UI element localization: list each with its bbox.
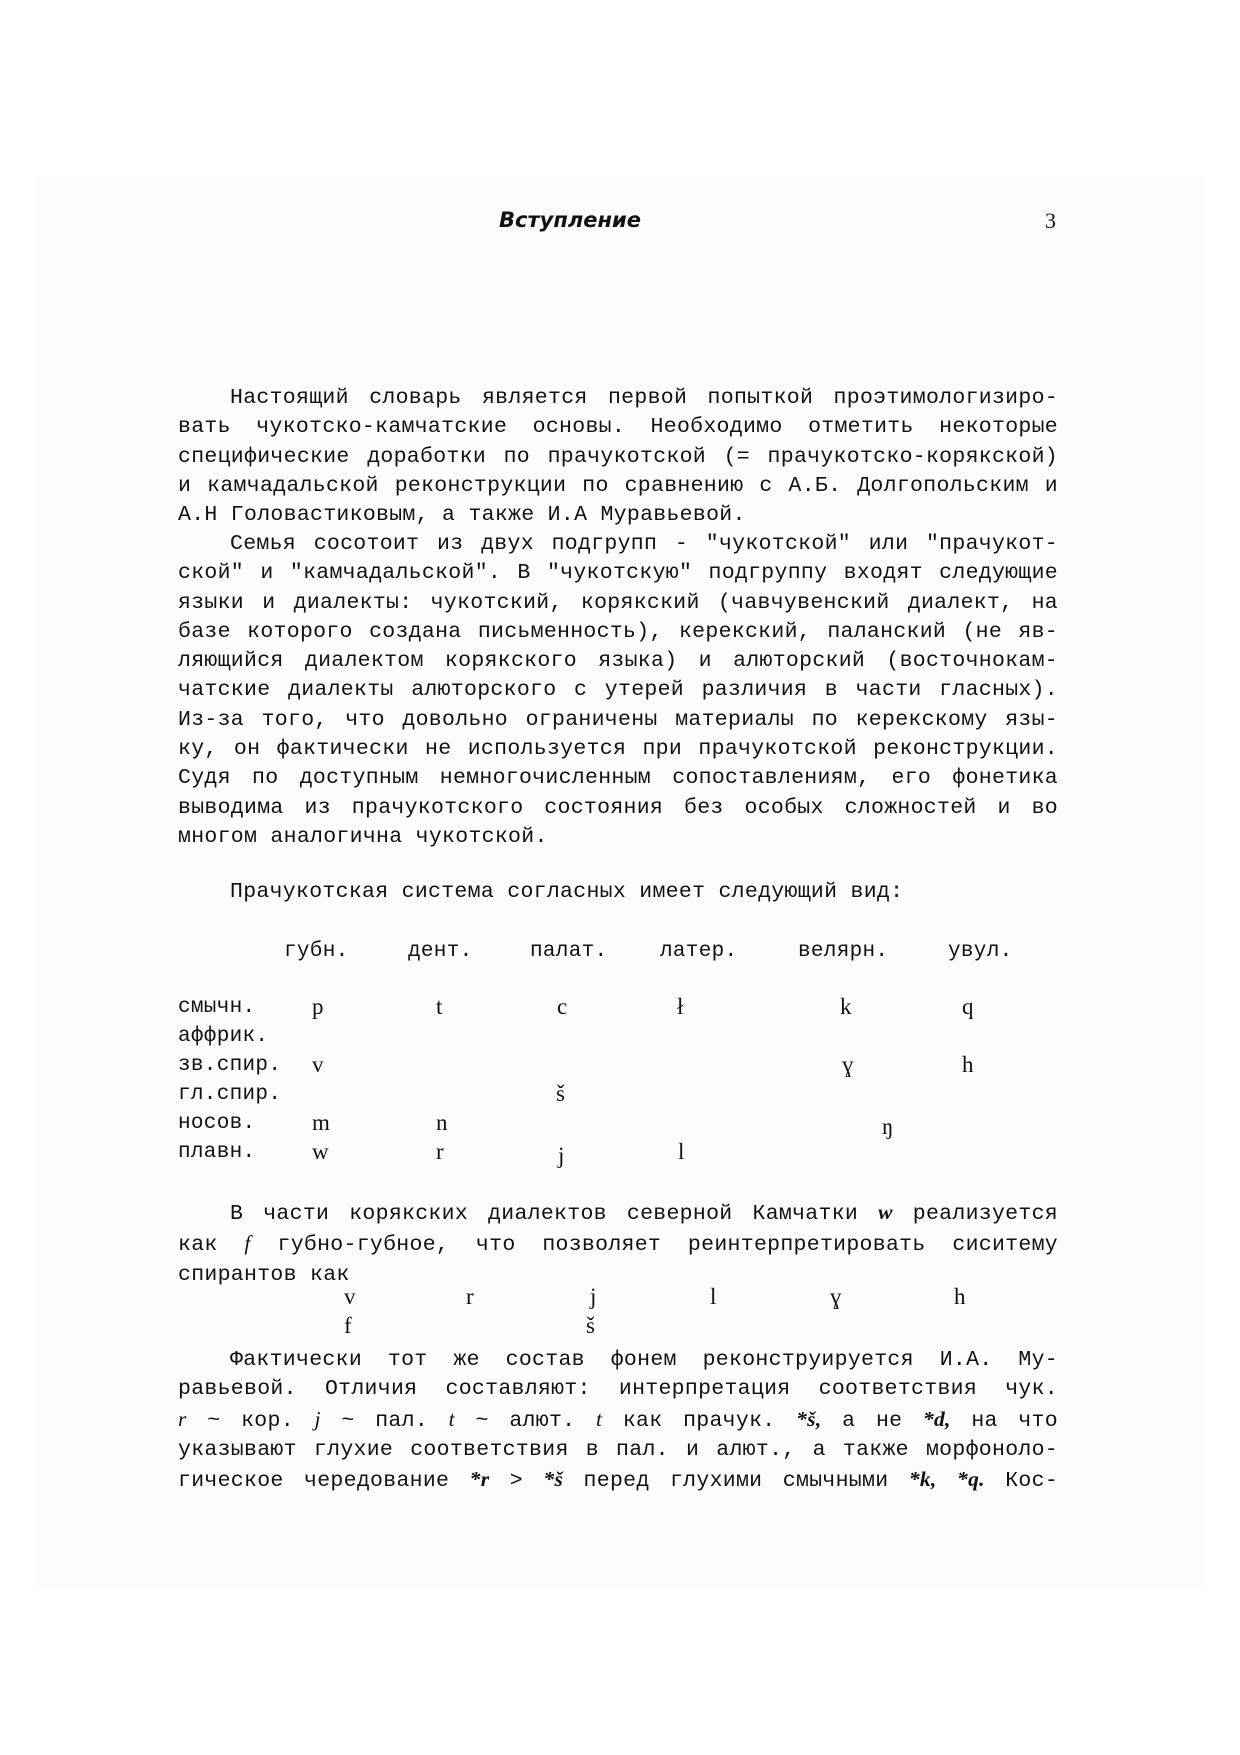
phoneme-cell: ŋ (882, 1114, 894, 1139)
text-line: языки и диалекты: чукотский, корякский (чавчувенский диалект, на (178, 590, 1058, 615)
text-run: на что (950, 1408, 1058, 1433)
phoneme-cell: ɣ (830, 1284, 842, 1309)
phoneme-symbol: *š, (796, 1406, 822, 1431)
text-run: В части корякских диалектов северной Камчатки (230, 1202, 879, 1226)
phoneme-cell: t (436, 994, 443, 1019)
phoneme-symbol: *r (469, 1467, 490, 1492)
text-line: вать чукотско-камчатские основы. Необходимо отметить некоторые (178, 415, 1058, 440)
text-run (937, 1469, 957, 1493)
text-run: ~ алют. (454, 1408, 596, 1433)
phoneme-cell: c (557, 994, 568, 1019)
text-line: Судя по доступным немногочисленным сопоставлениям, его фонетика (178, 766, 1058, 791)
column-header: палат. (530, 940, 608, 963)
column-header: латер. (660, 940, 738, 963)
phoneme-symbol: f (244, 1231, 251, 1256)
text-line: базе которого создана письменность), керекский, паланский (не яв- (178, 619, 1058, 644)
phoneme-cell: v (312, 1052, 324, 1077)
text-line (178, 1198, 1058, 1229)
text-line (178, 1229, 1058, 1260)
text-run: а не (821, 1408, 923, 1433)
text-line: равьевой. Отличия составляют: интерпретация соответствия чук. (178, 1377, 1058, 1402)
text-line: ку, он фактически не используется при прачукотской реконструкции. (178, 737, 1058, 762)
column-header: дент. (408, 940, 473, 963)
phoneme-symbol: *k, (908, 1467, 937, 1492)
phoneme-symbol: w (878, 1200, 893, 1224)
phoneme-cell: ɣ (842, 1052, 854, 1077)
row-label: гл.спир. (178, 1083, 282, 1106)
text-line: чатские диалекты алюторского с утерей различия в части гласных). (178, 678, 1058, 703)
text-line: специфические доработки по прачукотской (= прачукотско-корякской) (178, 444, 1058, 469)
phoneme-cell: j (558, 1143, 565, 1168)
text-line: выводима из прачукотского состояния без особых сложностей и во (178, 795, 1058, 820)
text-run: перед глухими смычными (563, 1469, 909, 1494)
row-label: аффрик. (178, 1025, 269, 1048)
running-header-title: Вступление (499, 208, 641, 232)
phoneme-symbol: t (595, 1406, 603, 1431)
phoneme-cell: m (312, 1110, 330, 1135)
row-label: зв.спир. (178, 1054, 282, 1077)
phoneme-cell: r (466, 1284, 474, 1309)
text-run: реализуется (892, 1202, 1058, 1226)
phoneme-symbol: r (178, 1406, 187, 1431)
phoneme-cell: š (556, 1081, 565, 1106)
text-line (178, 1465, 1058, 1496)
row-label: плавн. (178, 1141, 256, 1164)
text-run: гическое чередование (178, 1469, 470, 1494)
phoneme-cell: l (710, 1284, 717, 1309)
phoneme-symbol: *q. (957, 1467, 985, 1492)
phoneme-cell: h (954, 1284, 966, 1309)
consonant-table-intro: Прачукотская система согласных имеет следующий вид: (230, 880, 904, 904)
text-line: Из-за того, что довольно ограничены материалы по керекскому язы- (178, 707, 1058, 732)
paragraph-family (178, 530, 1058, 852)
phoneme-cell: f (344, 1313, 352, 1338)
paragraph-muravyeva (178, 1346, 1058, 1496)
text-line: Семья сосотоит из двух подгрупп - "чукотской" или "прачукот- (230, 532, 1058, 556)
text-line: ской" и "камчадальской". В "чукотскую" подгруппу входят следующие (178, 561, 1058, 586)
column-header: увул. (948, 940, 1013, 963)
page-number: 3 (1045, 208, 1056, 233)
text-run: ~ кор. (186, 1408, 315, 1433)
text-line: указывают глухие соответствия в пал. и алют., а также морфоноло- (178, 1437, 1058, 1462)
paragraph-intro (178, 384, 1058, 530)
phoneme-cell: j (590, 1284, 597, 1309)
text-run: > (489, 1469, 544, 1494)
text-line: спирантов как (178, 1262, 350, 1287)
text-line (178, 1405, 1058, 1436)
phoneme-cell: š (586, 1313, 595, 1338)
text-line: и камчадальской реконструкции по сравнению с А.Б. Долгопольским и (178, 473, 1058, 498)
phoneme-cell: l (678, 1139, 685, 1164)
phoneme-cell: ł (677, 994, 684, 1019)
phoneme-cell: n (436, 1110, 448, 1135)
phoneme-cell: k (840, 994, 852, 1019)
row-label: носов. (178, 1112, 256, 1135)
text-line: ляющийся диалектом корякского языка) и алюторский (восточнокам- (178, 649, 1058, 674)
phoneme-cell: h (962, 1052, 974, 1077)
phoneme-cell: r (436, 1139, 444, 1164)
text-run: ~ пал. (320, 1408, 449, 1433)
phoneme-symbol: j (314, 1406, 321, 1431)
text-line: Фактически тот же состав фонем реконструируется И.А. Му- (230, 1348, 1058, 1372)
phoneme-cell: p (312, 994, 324, 1019)
text-line: Настоящий словарь является первой попыткой проэтимологизиро- (230, 386, 1058, 410)
phoneme-symbol: t (448, 1406, 455, 1431)
phoneme-symbol: *d, (922, 1406, 951, 1431)
phoneme-cell: w (312, 1139, 329, 1164)
row-label: смычн. (178, 996, 256, 1019)
phoneme-symbol: *š (543, 1467, 564, 1492)
text-run: как (178, 1233, 245, 1258)
paragraph-koryak (178, 1198, 1058, 1290)
column-header: губн. (284, 940, 349, 963)
text-run: Кос- (984, 1469, 1059, 1494)
column-header: велярн. (798, 940, 889, 963)
phoneme-cell: v (344, 1284, 356, 1309)
phoneme-cell: q (962, 994, 974, 1019)
text-run: губно-губное, что позволяет реинтерпретировать сиситему (250, 1233, 1058, 1258)
text-run: как прачук. (602, 1408, 797, 1433)
text-line: А.Н Головастиковым, а также И.А Муравьевой. (178, 503, 746, 528)
text-line: многом аналогична чукотской. (178, 824, 548, 849)
